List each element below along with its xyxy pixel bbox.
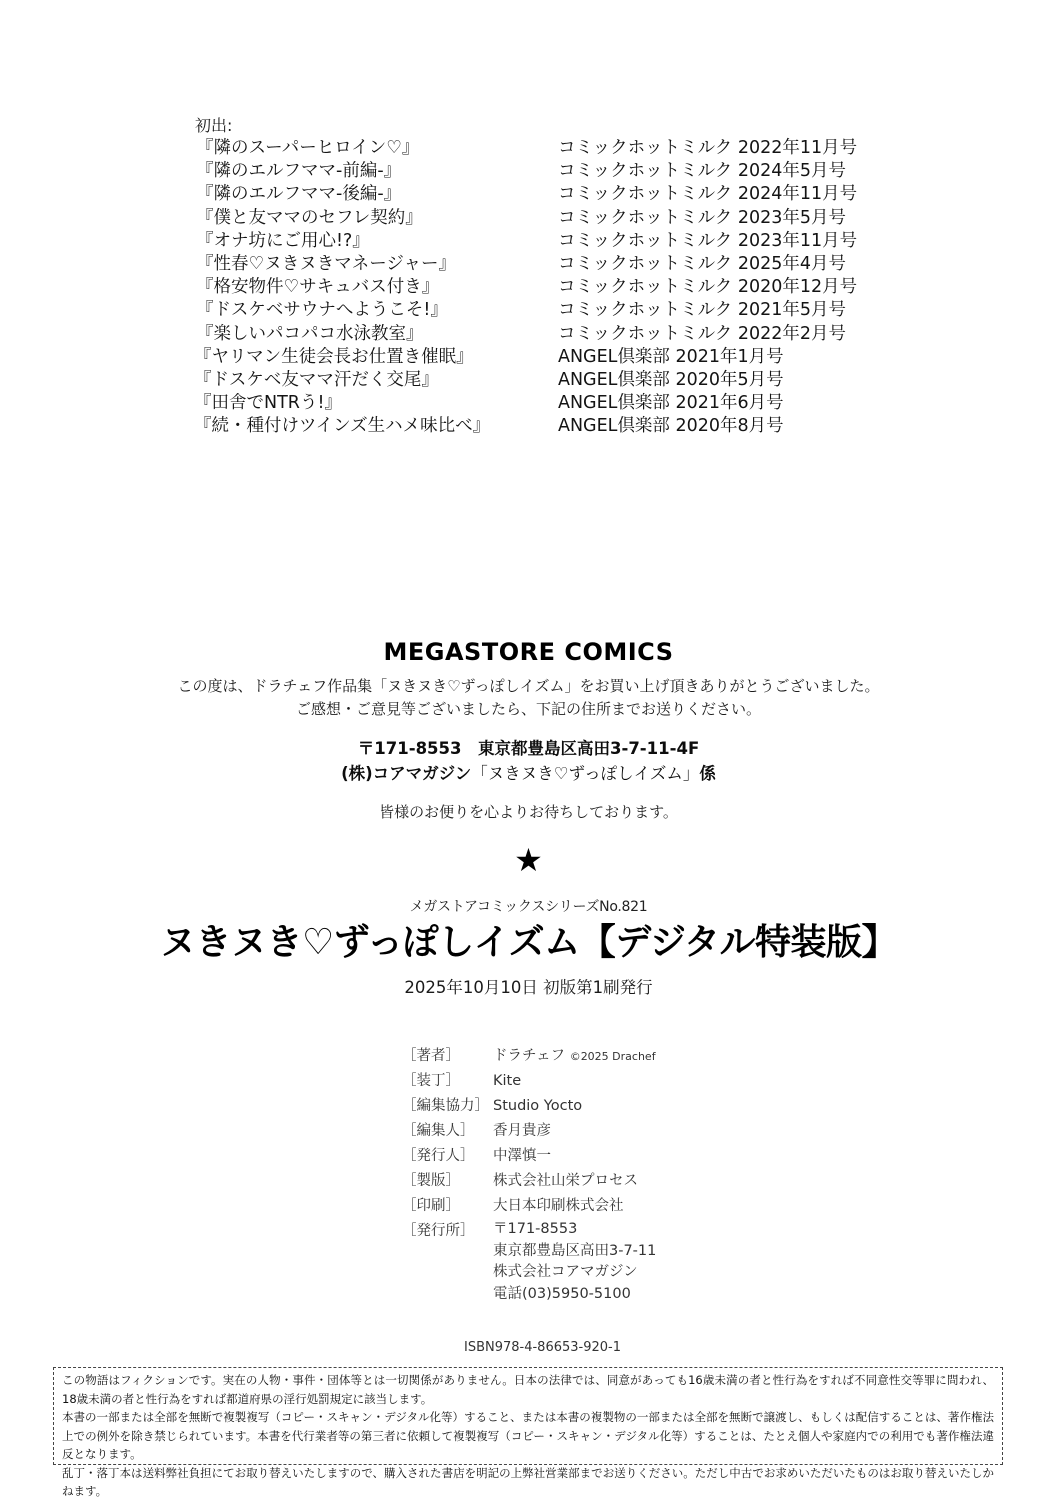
story-title: 『ヤリマン生徒会長お仕置き催眠』	[194, 346, 474, 367]
credit-row-issuer	[400, 1144, 720, 1169]
legal-disclaimer-box	[53, 1367, 1003, 1498]
list-item	[180, 253, 900, 276]
book-title: ヌきヌき♡ずっぽしイズム【デジタル特装版】	[159, 922, 898, 963]
credit-row-author	[400, 1044, 720, 1069]
story-title: 『オナ坊にご用心!?』	[196, 230, 370, 251]
mailing-address	[0, 736, 1057, 786]
credit-key: ［編集人］	[402, 1123, 475, 1139]
publication-date: 2025年10月10日 初版第1刷発行	[404, 978, 653, 997]
list-item	[180, 346, 900, 369]
address-book-title: 「ヌきヌき♡ずっぽしイズム」	[471, 764, 700, 783]
list-item	[180, 392, 900, 415]
address-company: (株)コアマガジン	[341, 764, 472, 783]
story-source: ANGEL倶楽部 2020年8月号	[558, 416, 784, 437]
story-title: 『性春♡ヌきヌきマネージャー』	[196, 253, 456, 274]
story-source: ANGEL倶楽部 2020年5月号	[558, 369, 784, 390]
publisher-phone: 電話(03)5950-5100	[493, 1285, 631, 1302]
credit-value: 大日本印刷株式会社	[493, 1198, 624, 1214]
credit-value: Studio Yocto	[493, 1098, 583, 1114]
story-title: 『僕と友ママのセフレ契約』	[196, 207, 423, 228]
first-appearance-label: 初出:	[195, 116, 233, 135]
story-title: 『隣のエルフママ-前編-』	[196, 161, 402, 182]
series-label: メガストアコミックスシリーズNo.821	[409, 899, 648, 915]
thanks-message	[0, 675, 1057, 721]
thanks-line-1: この度は、ドラチェフ作品集「ヌきヌき♡ずっぽしイズム」をお買い上げ頂きありがとうございました。	[177, 677, 880, 695]
wait-message: 皆様のお便りを心よりお待ちしております。	[379, 803, 678, 821]
list-item	[180, 299, 900, 322]
story-source: コミックホットミルク 2023年11月号	[558, 230, 858, 251]
credit-value: 株式会社山栄プロセス	[493, 1173, 638, 1189]
story-title: 『続・種付けツインズ生ハメ味比べ』	[194, 416, 491, 437]
credits-list	[400, 1044, 720, 1305]
credit-value: Kite	[493, 1073, 522, 1089]
list-item	[180, 160, 900, 183]
replacement-policy: 乱丁・落丁本は送料弊社負担にてお取り替えいたしますので、購入された書店を明記の上弊社営業部までお送りください。ただし中古でお求めいただいたものはお取り替えいたしかねます。	[62, 1465, 994, 1498]
credit-row-editor	[400, 1119, 720, 1144]
list-item	[180, 415, 900, 438]
copyright-notice-text: 本書の一部または全部を無断で複製複写（コピー・スキャン・デジタル化等）すること、または本書の複製物の一部または全部を無断で譲渡し、もしくは配信することは、著作権法上での例外を除き禁じられています。本書を代行業者等の第三者に依頼して複製複写（コピー・スキャン・デジタル化等）することは、たとえ個人や家庭内での利用でも著作権法違反となります。	[62, 1410, 994, 1461]
credit-key: ［装丁］	[402, 1073, 460, 1089]
list-item	[180, 323, 900, 346]
story-source: コミックホットミルク 2024年11月号	[558, 184, 858, 205]
story-source: コミックホットミルク 2024年5月号	[558, 161, 847, 182]
list-item	[180, 137, 900, 160]
story-source: ANGEL倶楽部 2021年1月号	[558, 346, 784, 367]
story-source: コミックホットミルク 2020年12月号	[558, 277, 858, 298]
publisher-company: 株式会社コアマガジン	[493, 1264, 638, 1280]
story-title: 『隣のスーパーヒロイン♡』	[196, 138, 420, 158]
isbn: ISBN978-4-86653-920-1	[463, 1340, 621, 1355]
credit-key: ［著者］	[402, 1048, 460, 1064]
credit-key: ［編集協力］	[402, 1098, 489, 1114]
publisher-street: 東京都豊島区高田3-7-11	[493, 1242, 657, 1259]
story-title: 『格安物件♡サキュバス付き』	[196, 277, 440, 298]
credit-row-design	[400, 1069, 720, 1094]
story-source: コミックホットミルク 2023年5月号	[558, 207, 847, 228]
credit-value: 中澤慎一	[493, 1148, 551, 1164]
address-line-2	[0, 761, 1057, 786]
story-title: 『ドスケベサウナへようこそ!』	[196, 300, 448, 321]
credit-row-editorial-cooperation	[400, 1094, 720, 1119]
credit-key: ［印刷］	[402, 1198, 460, 1214]
list-item	[180, 183, 900, 206]
credit-value: ドラチェフ	[493, 1048, 566, 1064]
story-source: コミックホットミルク 2022年2月号	[558, 323, 847, 344]
address-line-1: 〒171-8553 東京都豊島区高田3-7-11-4F	[357, 739, 700, 758]
credit-key: ［発行所］	[402, 1223, 475, 1239]
story-source: コミックホットミルク 2025年4月号	[558, 253, 847, 274]
story-title: 『ドスケベ友ママ汗だく交尾』	[194, 369, 439, 390]
publisher-address	[493, 1219, 720, 1305]
credit-row-printing	[400, 1194, 720, 1219]
credit-value: 香月貴彦	[493, 1123, 551, 1139]
address-suffix: 係	[699, 764, 716, 783]
thanks-line-2: ご感想・ご意見等ございましたら、下記の住所までお送りください。	[295, 700, 761, 718]
first-appearance-list	[180, 137, 900, 438]
credit-row-publisher	[400, 1219, 720, 1305]
list-item	[180, 207, 900, 230]
list-item	[180, 276, 900, 299]
story-title: 『田舎でNTRう!』	[194, 393, 342, 414]
story-title: 『隣のエルフママ-後編-』	[196, 184, 402, 205]
publisher-postal-code: 〒171-8553	[493, 1221, 578, 1237]
list-item	[180, 369, 900, 392]
story-title: 『楽しいパコパコ水泳教室』	[196, 323, 424, 344]
story-source: ANGEL倶楽部 2021年6月号	[558, 393, 784, 414]
publisher-brand: MEGASTORE COMICS	[383, 638, 674, 666]
credit-key: ［製版］	[402, 1173, 460, 1189]
fiction-notice: この物語はフィクションです。実在の人物・事件・団体等とは一切関係がありません。日本の法律では、同意があっても16歳未満の者と性行為をすれば不同意性交等罪に問われ、18歳未満の者と性行為をすれば都道府県の淫行処罰規定に該当します。	[62, 1373, 994, 1406]
story-source: コミックホットミルク 2022年11月号	[558, 138, 858, 158]
list-item	[180, 230, 900, 253]
credit-key: ［発行人］	[402, 1148, 475, 1164]
copyright-notice: ©2025 Drachef	[569, 1050, 656, 1063]
star-icon: ★	[514, 841, 543, 879]
credit-row-plate-making	[400, 1169, 720, 1194]
story-source: コミックホットミルク 2021年5月号	[558, 300, 847, 321]
